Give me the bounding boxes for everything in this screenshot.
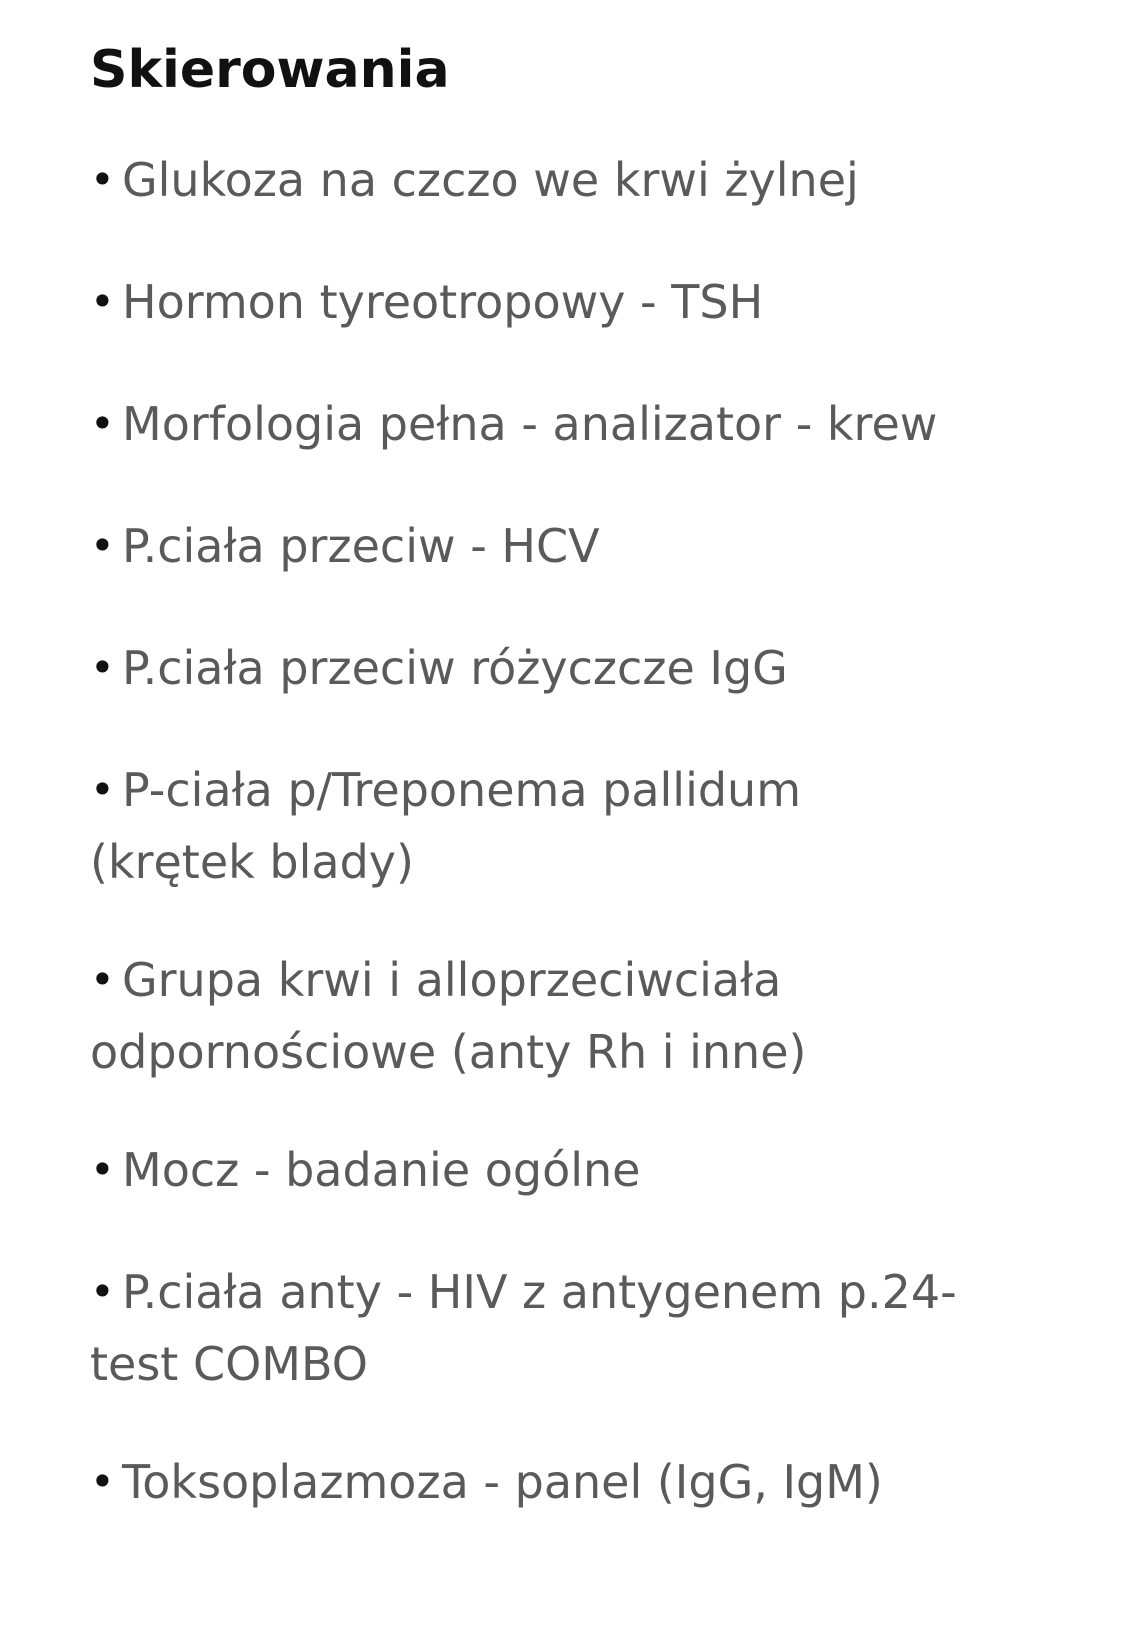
list-item-text: Mocz - badanie ogólne xyxy=(122,1143,641,1197)
list-item-text: Toksoplazmoza - panel (IgG, IgM) xyxy=(122,1455,883,1509)
list-item-text: P.ciała przeciw - HCV xyxy=(122,519,600,573)
list-item-text-continuation: odpornościowe (anty Rh i inne) xyxy=(90,1025,807,1079)
section-title: Skierowania xyxy=(90,40,450,100)
list-item-text: Glukoza na czczo we krwi żylnej xyxy=(122,153,859,207)
list-item xyxy=(90,266,1050,338)
bullet-icon: • xyxy=(90,1457,115,1506)
list-item xyxy=(90,1256,1050,1400)
list-item-text-continuation: test COMBO xyxy=(90,1337,368,1391)
list-item-text: P.ciała przeciw różyczcze IgG xyxy=(122,641,788,695)
list-item xyxy=(90,388,1050,460)
bullet-icon: • xyxy=(90,1145,115,1194)
list-item-text: Hormon tyreotropowy - TSH xyxy=(122,275,764,329)
list-item xyxy=(90,632,1050,704)
bullet-icon: • xyxy=(90,521,115,570)
bullet-icon: • xyxy=(90,399,115,448)
list-item-text: P.ciała anty - HIV z antygenem p.24- xyxy=(122,1265,957,1319)
list-item xyxy=(90,1134,1050,1206)
list-item-text: Grupa krwi i alloprzeciwciała xyxy=(122,953,782,1007)
list-item xyxy=(90,1446,1050,1518)
bullet-icon: • xyxy=(90,765,115,814)
list-item xyxy=(90,944,1050,1088)
list-item xyxy=(90,144,1050,216)
list-item xyxy=(90,754,1050,898)
bullet-icon: • xyxy=(90,1267,115,1316)
list-item-text-continuation: (krętek blady) xyxy=(90,835,414,889)
bullet-icon: • xyxy=(90,955,115,1004)
bullet-icon: • xyxy=(90,643,115,692)
bullet-icon: • xyxy=(90,277,115,326)
list-item-text: P-ciała p/Treponema pallidum xyxy=(122,763,802,817)
list-item-text: Morfologia pełna - analizator - krew xyxy=(122,397,938,451)
bullet-icon: • xyxy=(90,155,115,204)
list-item xyxy=(90,510,1050,582)
